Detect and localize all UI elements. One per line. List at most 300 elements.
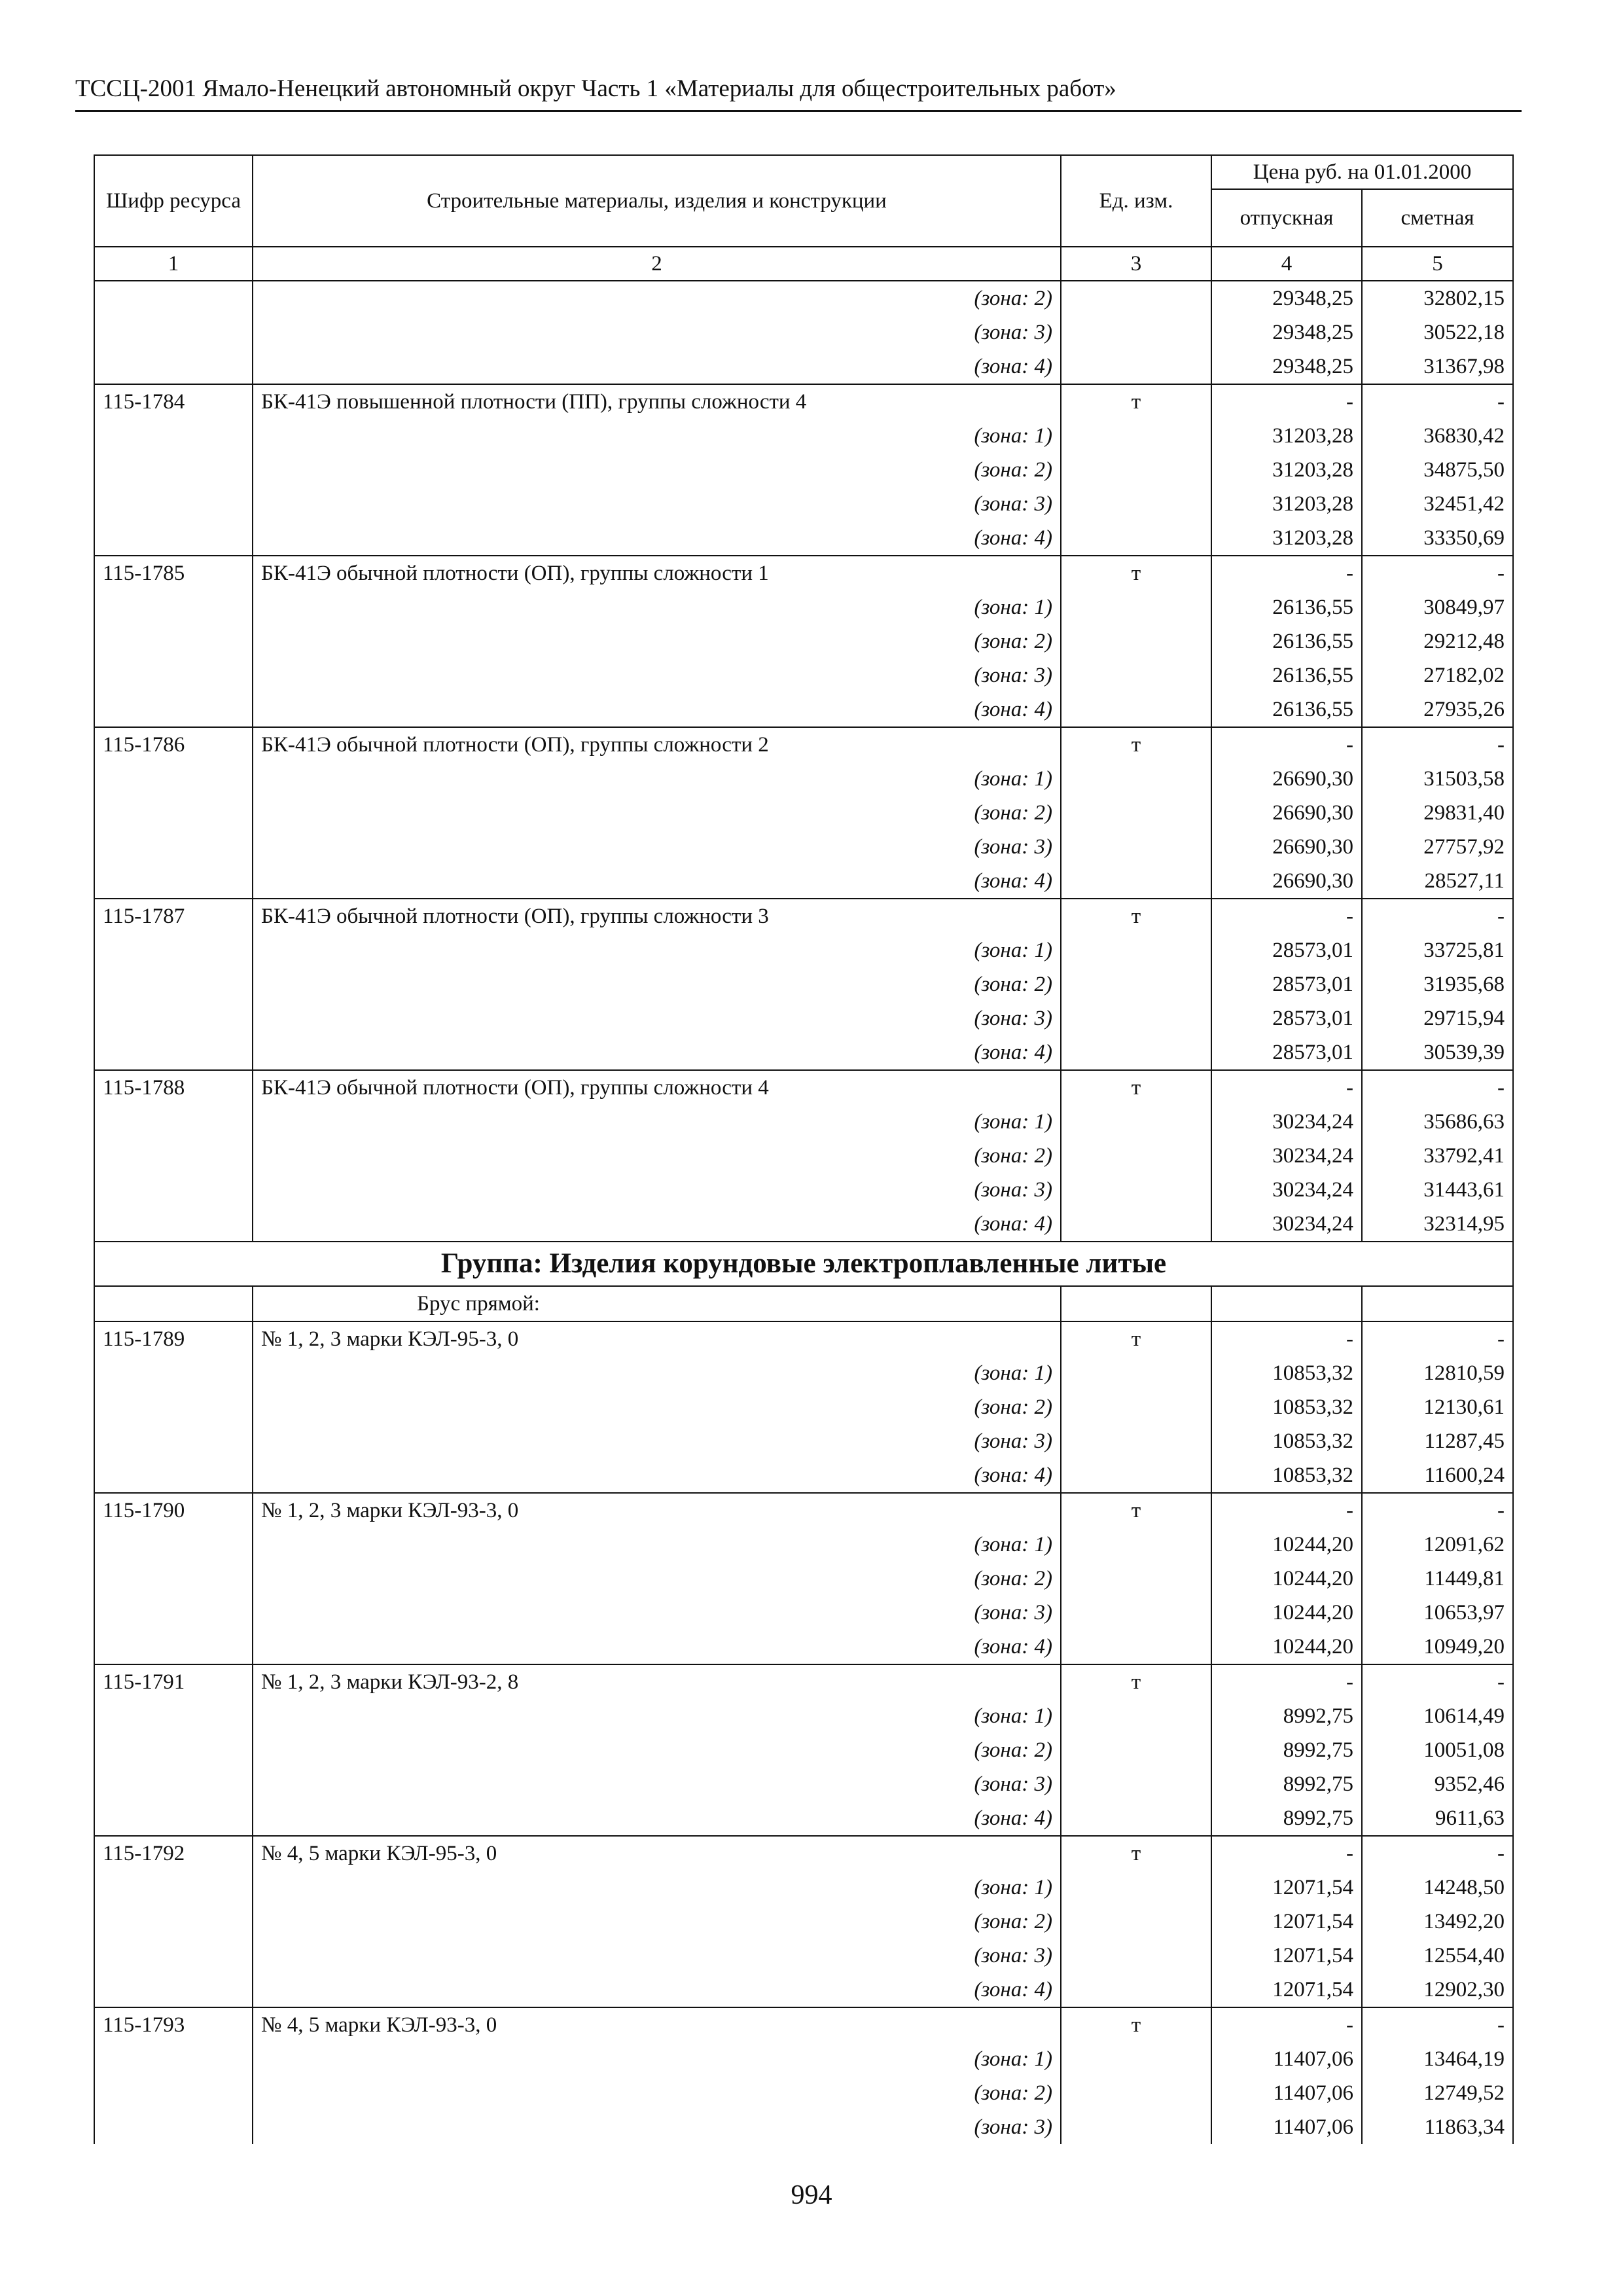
- zone-row: [94, 1562, 1513, 1596]
- zone-row: [94, 1733, 1513, 1767]
- column-header-estimate: сметная: [1362, 189, 1513, 247]
- zone-row: [94, 1001, 1513, 1035]
- code-cell: [94, 2110, 253, 2144]
- table-row: [94, 384, 1513, 419]
- code-cell: [94, 1801, 253, 1836]
- release-price: 28573,01: [1211, 933, 1362, 967]
- release-price: -: [1211, 899, 1362, 933]
- code-cell: [94, 624, 253, 658]
- material-name: № 1, 2, 3 марки КЭЛ-93-2, 8: [253, 1664, 1061, 1699]
- estimate-price: 29831,40: [1362, 796, 1513, 830]
- table-body: [94, 281, 1513, 2144]
- unit-cell: [1061, 281, 1211, 315]
- code-cell: [94, 521, 253, 556]
- unit-cell: [1061, 1424, 1211, 1458]
- estimate-price: 9611,63: [1362, 1801, 1513, 1836]
- unit-cell: [1061, 1207, 1211, 1242]
- estimate-price: 30522,18: [1362, 315, 1513, 350]
- zone-label: (зона: 2): [253, 281, 1061, 315]
- estimate-price: 32802,15: [1362, 281, 1513, 315]
- zone-row: [94, 1973, 1513, 2007]
- estimate-price: 27757,92: [1362, 830, 1513, 864]
- estimate-price: -: [1362, 1321, 1513, 1356]
- code-cell: [94, 1528, 253, 1562]
- unit-cell: [1061, 830, 1211, 864]
- zone-row: [94, 1173, 1513, 1207]
- zone-row: [94, 762, 1513, 796]
- unit-cell: [1061, 658, 1211, 692]
- release-price: 12071,54: [1211, 1871, 1362, 1905]
- zone-row: [94, 590, 1513, 624]
- material-name: БК-41Э обычной плотности (ОП), группы сложности 2: [253, 727, 1061, 762]
- zone-label: (зона: 3): [253, 1767, 1061, 1801]
- zone-label: (зона: 3): [253, 1173, 1061, 1207]
- material-name: БК-41Э обычной плотности (ОП), группы сложности 3: [253, 899, 1061, 933]
- release-price: 28573,01: [1211, 1035, 1362, 1070]
- unit-cell: [1061, 1105, 1211, 1139]
- release-price: 30234,24: [1211, 1207, 1362, 1242]
- estimate-price: 27182,02: [1362, 658, 1513, 692]
- zone-row: [94, 1139, 1513, 1173]
- zone-label: (зона: 2): [253, 1139, 1061, 1173]
- code-cell: [94, 1458, 253, 1493]
- unit-cell: [1061, 1699, 1211, 1733]
- code-cell: [94, 1905, 253, 1939]
- unit-cell: [1061, 1871, 1211, 1905]
- code-cell: [94, 1035, 253, 1070]
- zone-row: [94, 796, 1513, 830]
- release-price: 10853,32: [1211, 1458, 1362, 1493]
- zone-label: (зона: 3): [253, 658, 1061, 692]
- column-number: 5: [1362, 247, 1513, 281]
- zone-label: (зона: 1): [253, 419, 1061, 453]
- estimate-price: 13464,19: [1362, 2042, 1513, 2076]
- code-cell: [94, 762, 253, 796]
- zone-label: (зона: 3): [253, 1001, 1061, 1035]
- unit-cell: [1061, 796, 1211, 830]
- resource-code: 115-1791: [94, 1664, 253, 1699]
- unit-cell: [1061, 624, 1211, 658]
- release-price: 10853,32: [1211, 1356, 1362, 1390]
- code-cell: [94, 2076, 253, 2110]
- release-price: 30234,24: [1211, 1173, 1362, 1207]
- code-cell: [94, 1596, 253, 1630]
- code-cell: [94, 1630, 253, 1664]
- unit-cell: [1061, 1596, 1211, 1630]
- release-price: 26690,30: [1211, 796, 1362, 830]
- release-price: 8992,75: [1211, 1699, 1362, 1733]
- zone-label: (зона: 4): [253, 521, 1061, 556]
- code-cell: [94, 487, 253, 521]
- group-heading-row: [94, 1242, 1513, 1286]
- release-price: 12071,54: [1211, 1905, 1362, 1939]
- zone-label: (зона: 1): [253, 762, 1061, 796]
- estimate-price: 12902,30: [1362, 1973, 1513, 2007]
- estimate-price: -: [1362, 1836, 1513, 1871]
- release-price: 10244,20: [1211, 1596, 1362, 1630]
- zone-label: (зона: 3): [253, 830, 1061, 864]
- code-cell: [94, 1390, 253, 1424]
- estimate-price: 11287,45: [1362, 1424, 1513, 1458]
- code-cell: [94, 658, 253, 692]
- code-cell: [94, 1562, 253, 1596]
- resource-code: 115-1784: [94, 384, 253, 419]
- release-price: 26136,55: [1211, 658, 1362, 692]
- estimate-price: -: [1362, 2007, 1513, 2042]
- code-cell: [94, 350, 253, 384]
- zone-row: [94, 1767, 1513, 1801]
- table-header: [94, 155, 1513, 281]
- estimate-price: 35686,63: [1362, 1105, 1513, 1139]
- zone-row: [94, 1390, 1513, 1424]
- zone-row: [94, 281, 1513, 315]
- release-price: 29348,25: [1211, 315, 1362, 350]
- material-name: № 4, 5 марки КЭЛ-93-3, 0: [253, 2007, 1061, 2042]
- unit-cell: [1061, 1035, 1211, 1070]
- release-price: 10244,20: [1211, 1562, 1362, 1596]
- code-cell: [94, 1356, 253, 1390]
- resource-code: 115-1789: [94, 1321, 253, 1356]
- code-cell: [94, 419, 253, 453]
- code-cell: [94, 933, 253, 967]
- resource-code: 115-1790: [94, 1493, 253, 1528]
- code-cell: [94, 1173, 253, 1207]
- estimate-price: 12810,59: [1362, 1356, 1513, 1390]
- zone-row: [94, 624, 1513, 658]
- material-name: № 1, 2, 3 марки КЭЛ-95-3, 0: [253, 1321, 1061, 1356]
- zone-label: (зона: 4): [253, 864, 1061, 899]
- release-price: 10244,20: [1211, 1528, 1362, 1562]
- estimate-price: -: [1362, 727, 1513, 762]
- unit-cell: [1061, 487, 1211, 521]
- material-name: БК-41Э обычной плотности (ОП), группы сложности 1: [253, 556, 1061, 590]
- estimate-price: 32314,95: [1362, 1207, 1513, 1242]
- table-row: [94, 727, 1513, 762]
- unit-cell: [1061, 521, 1211, 556]
- estimate-price: 32451,42: [1362, 487, 1513, 521]
- column-header-price-group: Цена руб. на 01.01.2000: [1211, 155, 1513, 189]
- zone-label: (зона: 2): [253, 1733, 1061, 1767]
- code-cell: [94, 1699, 253, 1733]
- zone-row: [94, 521, 1513, 556]
- zone-label: (зона: 2): [253, 1905, 1061, 1939]
- resource-code: 115-1788: [94, 1070, 253, 1105]
- release-price: 26136,55: [1211, 590, 1362, 624]
- zone-row: [94, 1458, 1513, 1493]
- unit-cell: т: [1061, 1321, 1211, 1356]
- price-table: [94, 154, 1514, 2144]
- code-cell: [94, 864, 253, 899]
- unit-cell: [1061, 590, 1211, 624]
- estimate-price: 31935,68: [1362, 967, 1513, 1001]
- code-cell: [94, 2042, 253, 2076]
- zone-label: (зона: 3): [253, 1939, 1061, 1973]
- estimate-price: -: [1362, 384, 1513, 419]
- release-price: 28573,01: [1211, 967, 1362, 1001]
- zone-label: (зона: 2): [253, 967, 1061, 1001]
- release-price: -: [1211, 1664, 1362, 1699]
- zone-row: [94, 350, 1513, 384]
- release-price: -: [1211, 384, 1362, 419]
- code-cell: [94, 1939, 253, 1973]
- release-price: -: [1211, 1070, 1362, 1105]
- table-row: [94, 2007, 1513, 2042]
- code-cell: [94, 453, 253, 487]
- zone-row: [94, 830, 1513, 864]
- zone-row: [94, 419, 1513, 453]
- code-cell: [94, 796, 253, 830]
- estimate-price: -: [1362, 1070, 1513, 1105]
- column-number: 1: [94, 247, 253, 281]
- unit-cell: [1061, 2076, 1211, 2110]
- column-header-code: Шифр ресурса: [94, 155, 253, 247]
- unit-cell: [1061, 1905, 1211, 1939]
- code-cell: [94, 1871, 253, 1905]
- estimate-price: 31503,58: [1362, 762, 1513, 796]
- estimate-price: 10653,97: [1362, 1596, 1513, 1630]
- estimate-price: 14248,50: [1362, 1871, 1513, 1905]
- estimate-price: 12130,61: [1362, 1390, 1513, 1424]
- zone-label: (зона: 1): [253, 1356, 1061, 1390]
- estimate-price: 10051,08: [1362, 1733, 1513, 1767]
- release-price: 11407,06: [1211, 2042, 1362, 2076]
- page-header: ТССЦ-2001 Ямало-Ненецкий автономный округ Часть 1 «Материалы для общестроительных работ»: [75, 73, 1522, 112]
- unit-cell: [1061, 1139, 1211, 1173]
- subgroup-title: Брус прямой:: [253, 1286, 1061, 1321]
- release-price: 26690,30: [1211, 864, 1362, 899]
- code-cell: [94, 281, 253, 315]
- estimate-price: -: [1362, 1664, 1513, 1699]
- release-price: -: [1211, 727, 1362, 762]
- estimate-price: 12554,40: [1362, 1939, 1513, 1973]
- table-row: [94, 1493, 1513, 1528]
- estimate-price: 10614,49: [1362, 1699, 1513, 1733]
- code-cell: [94, 1139, 253, 1173]
- unit-cell: [1061, 1173, 1211, 1207]
- code-cell: [94, 830, 253, 864]
- estimate-price: 9352,46: [1362, 1767, 1513, 1801]
- estimate-price: -: [1362, 1493, 1513, 1528]
- estimate-price: 11600,24: [1362, 1458, 1513, 1493]
- unit-cell: [1061, 933, 1211, 967]
- zone-label: (зона: 2): [253, 2076, 1061, 2110]
- zone-row: [94, 2110, 1513, 2144]
- code-cell: [94, 1767, 253, 1801]
- release-price: 11407,06: [1211, 2076, 1362, 2110]
- unit-cell: [1061, 967, 1211, 1001]
- estimate-price: 34875,50: [1362, 453, 1513, 487]
- release-price: -: [1211, 2007, 1362, 2042]
- release-price: 26136,55: [1211, 624, 1362, 658]
- table-row: [94, 1836, 1513, 1871]
- unit-cell: [1061, 419, 1211, 453]
- zone-row: [94, 967, 1513, 1001]
- zone-row: [94, 1356, 1513, 1390]
- zone-label: (зона: 2): [253, 624, 1061, 658]
- estimate-price: 12749,52: [1362, 2076, 1513, 2110]
- estimate-price: 11863,34: [1362, 2110, 1513, 2144]
- zone-row: [94, 1528, 1513, 1562]
- zone-row: [94, 1905, 1513, 1939]
- zone-row: [94, 2076, 1513, 2110]
- page-number: 994: [791, 2180, 832, 2210]
- release-price: 31203,28: [1211, 453, 1362, 487]
- column-header-name: Строительные материалы, изделия и конструкции: [253, 155, 1061, 247]
- column-header-unit: Ед. изм.: [1061, 155, 1211, 247]
- zone-row: [94, 1035, 1513, 1070]
- column-number: 2: [253, 247, 1061, 281]
- unit-cell: т: [1061, 899, 1211, 933]
- zone-label: (зона: 4): [253, 1207, 1061, 1242]
- zone-label: (зона: 1): [253, 933, 1061, 967]
- group-title: Группа: Изделия корундовые электроплавленные литые: [94, 1242, 1513, 1286]
- unit-cell: [1061, 453, 1211, 487]
- unit-cell: [1061, 2110, 1211, 2144]
- zone-label: (зона: 4): [253, 1458, 1061, 1493]
- code-cell: [94, 315, 253, 350]
- release-price: 29348,25: [1211, 281, 1362, 315]
- estimate-price: 29212,48: [1362, 624, 1513, 658]
- release-price: 31203,28: [1211, 487, 1362, 521]
- unit-cell: [1061, 1390, 1211, 1424]
- release-price: 31203,28: [1211, 521, 1362, 556]
- estimate-price: 11449,81: [1362, 1562, 1513, 1596]
- release-price: 28573,01: [1211, 1001, 1362, 1035]
- release-price: 10853,32: [1211, 1390, 1362, 1424]
- release-price: 8992,75: [1211, 1801, 1362, 1836]
- zone-label: (зона: 4): [253, 1630, 1061, 1664]
- estimate-price: 29715,94: [1362, 1001, 1513, 1035]
- unit-cell: [1061, 1733, 1211, 1767]
- release-price: 12071,54: [1211, 1939, 1362, 1973]
- unit-cell: т: [1061, 2007, 1211, 2042]
- zone-label: (зона: 3): [253, 315, 1061, 350]
- zone-row: [94, 1801, 1513, 1836]
- code-cell: [94, 1973, 253, 2007]
- zone-row: [94, 1207, 1513, 1242]
- zone-row: [94, 1630, 1513, 1664]
- zone-row: [94, 1871, 1513, 1905]
- zone-row: [94, 1596, 1513, 1630]
- unit-cell: [1061, 350, 1211, 384]
- code-cell: [94, 1207, 253, 1242]
- release-price: -: [1211, 556, 1362, 590]
- subgroup-row: [94, 1286, 1513, 1321]
- unit-cell: т: [1061, 556, 1211, 590]
- resource-code: 115-1793: [94, 2007, 253, 2042]
- zone-label: (зона: 3): [253, 1424, 1061, 1458]
- unit-cell: [1061, 315, 1211, 350]
- zone-label: (зона: 4): [253, 1973, 1061, 2007]
- zone-label: (зона: 3): [253, 1596, 1061, 1630]
- estimate-price: 27935,26: [1362, 692, 1513, 727]
- release-price: 26136,55: [1211, 692, 1362, 727]
- column-header-release: отпускная: [1211, 189, 1362, 247]
- estimate-price: 33725,81: [1362, 933, 1513, 967]
- release-price: 8992,75: [1211, 1767, 1362, 1801]
- code-cell: [94, 1286, 253, 1321]
- material-name: № 1, 2, 3 марки КЭЛ-93-3, 0: [253, 1493, 1061, 1528]
- zone-label: (зона: 4): [253, 350, 1061, 384]
- resource-code: 115-1786: [94, 727, 253, 762]
- release-price: 30234,24: [1211, 1139, 1362, 1173]
- unit-cell: [1061, 1939, 1211, 1973]
- zone-row: [94, 692, 1513, 727]
- estimate-price: 12091,62: [1362, 1528, 1513, 1562]
- release-price: -: [1211, 1836, 1362, 1871]
- zone-label: (зона: 1): [253, 1699, 1061, 1733]
- zone-label: (зона: 3): [253, 487, 1061, 521]
- estimate-price: 36830,42: [1362, 419, 1513, 453]
- code-cell: [94, 1105, 253, 1139]
- estimate-price: 30539,39: [1362, 1035, 1513, 1070]
- unit-cell: [1061, 2042, 1211, 2076]
- unit-cell: т: [1061, 384, 1211, 419]
- table-row: [94, 899, 1513, 933]
- zone-row: [94, 933, 1513, 967]
- zone-label: (зона: 4): [253, 1801, 1061, 1836]
- code-cell: [94, 1733, 253, 1767]
- zone-label: (зона: 1): [253, 1105, 1061, 1139]
- estimate-price: 10949,20: [1362, 1630, 1513, 1664]
- release-price: -: [1211, 1321, 1362, 1356]
- resource-code: 115-1792: [94, 1836, 253, 1871]
- estimate-price: 30849,97: [1362, 590, 1513, 624]
- estimate-price: 33792,41: [1362, 1139, 1513, 1173]
- unit-cell: т: [1061, 1836, 1211, 1871]
- unit-cell: [1061, 1973, 1211, 2007]
- zone-label: (зона: 2): [253, 453, 1061, 487]
- zone-row: [94, 453, 1513, 487]
- code-cell: [94, 967, 253, 1001]
- code-cell: [94, 590, 253, 624]
- zone-row: [94, 1699, 1513, 1733]
- unit-cell: [1061, 762, 1211, 796]
- unit-cell: т: [1061, 1493, 1211, 1528]
- zone-label: (зона: 2): [253, 1390, 1061, 1424]
- zone-label: (зона: 2): [253, 1562, 1061, 1596]
- unit-cell: [1061, 1562, 1211, 1596]
- release-price: 10244,20: [1211, 1630, 1362, 1664]
- estimate-price: 13492,20: [1362, 1905, 1513, 1939]
- unit-cell: [1061, 1630, 1211, 1664]
- column-number: 4: [1211, 247, 1362, 281]
- material-name: БК-41Э обычной плотности (ОП), группы сложности 4: [253, 1070, 1061, 1105]
- table-row: [94, 1664, 1513, 1699]
- zone-label: (зона: 3): [253, 2110, 1061, 2144]
- release-price: [1211, 1286, 1362, 1321]
- estimate-price: 31443,61: [1362, 1173, 1513, 1207]
- release-price: 10853,32: [1211, 1424, 1362, 1458]
- estimate-price: 33350,69: [1362, 521, 1513, 556]
- zone-label: (зона: 2): [253, 796, 1061, 830]
- unit-cell: т: [1061, 727, 1211, 762]
- zone-label: (зона: 4): [253, 1035, 1061, 1070]
- unit-cell: т: [1061, 1070, 1211, 1105]
- zone-label: (зона: 1): [253, 1528, 1061, 1562]
- zone-label: (зона: 1): [253, 2042, 1061, 2076]
- zone-row: [94, 2042, 1513, 2076]
- code-cell: [94, 1001, 253, 1035]
- zone-label: (зона: 4): [253, 692, 1061, 727]
- release-price: 12071,54: [1211, 1973, 1362, 2007]
- material-name: № 4, 5 марки КЭЛ-95-3, 0: [253, 1836, 1061, 1871]
- release-price: 31203,28: [1211, 419, 1362, 453]
- unit-cell: [1061, 1801, 1211, 1836]
- zone-row: [94, 658, 1513, 692]
- zone-row: [94, 1424, 1513, 1458]
- resource-code: 115-1785: [94, 556, 253, 590]
